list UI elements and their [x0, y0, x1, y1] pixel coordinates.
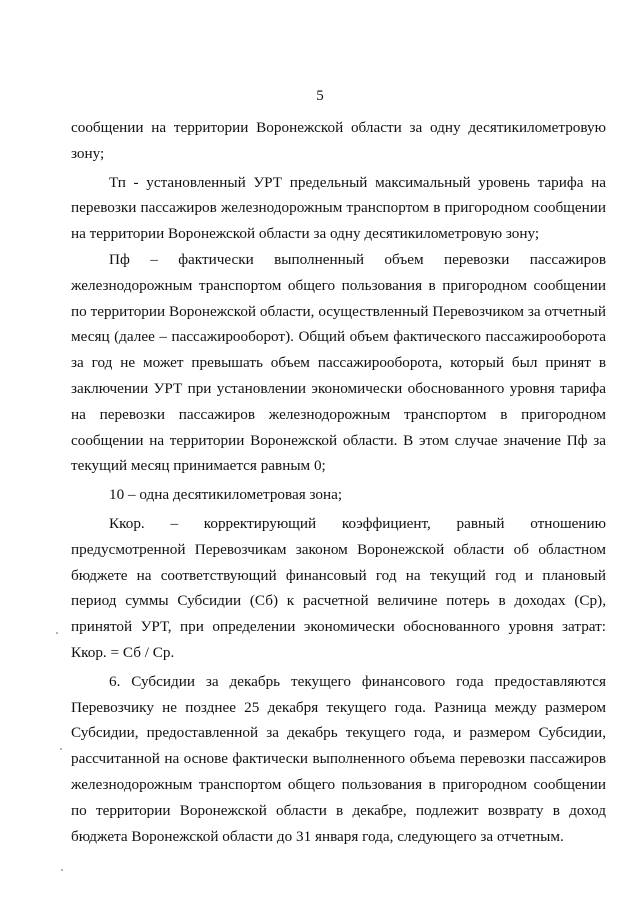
paragraph-zone-continuation: сообщении на территории Воронежской области за одну десятикилометровую зону;: [71, 119, 606, 162]
paragraph-kkor-definition: Ккор. – корректирующий коэффициент, равный отношению предусмотренной Перевозчикам законом Воронежской области об областном бюджете на соответствующий финансовый год на текущий год и плановый период суммы Субсидии (Сб) к расчетной величине потерь в доходах (Ср), принятой УРТ, при определении экономически обоснованного уровня затрат: Ккор. = Сб / Ср.: [71, 514, 606, 661]
document-body: [71, 115, 606, 849]
paragraph-tp-definition: Тп - установленный УРТ предельный максимальный уровень тарифа на перевозки пассажиров железнодорожным транспортом в пригородном сообщении на территории Воронежской области за одну десятикилометровую зону;: [71, 173, 606, 243]
paragraph-zone-definition: 10 – одна десятикилометровая зона;: [109, 486, 343, 504]
scan-speck: [56, 632, 58, 634]
paragraph-section-6: 6. Субсидии за декабрь текущего финансового года предоставляются Перевозчику не позднее 25 декабря текущего года. Разница между размером Субсидии, предоставленной за декабрь текущего года, и размером Субсидии, рассчитанной на основе фактически выполненного объема перевозки пассажиров железнодорожным транспортом общего пользования в пригородном сообщении по территории Воронежской области в декабре, подлежит возврату в доход бюджета Воронежской области до 31 января года, следующего за отчетным.: [71, 672, 606, 845]
page-number: 5: [316, 88, 324, 104]
scan-speck: [60, 748, 62, 750]
paragraph-pf-definition: Пф – фактически выполненный объем перевозки пассажиров железнодорожным транспортом общего пользования в пригородном сообщении по территории Воронежской области, осуществленный Перевозчиком за отчетный месяц (далее – пассажирооборот). Общий объем фактического пассажирооборота за год не может превышать объем пассажирооборота, который был принят в заключении УРТ при установлении экономически обоснованного уровня тарифа на перевозки пассажиров железнодорожным транспортом в пригородном сообщении на территории Воронежской области. В этом случае значение Пф за текущий месяц принимается равным 0;: [71, 250, 606, 475]
scan-speck: [61, 869, 63, 871]
